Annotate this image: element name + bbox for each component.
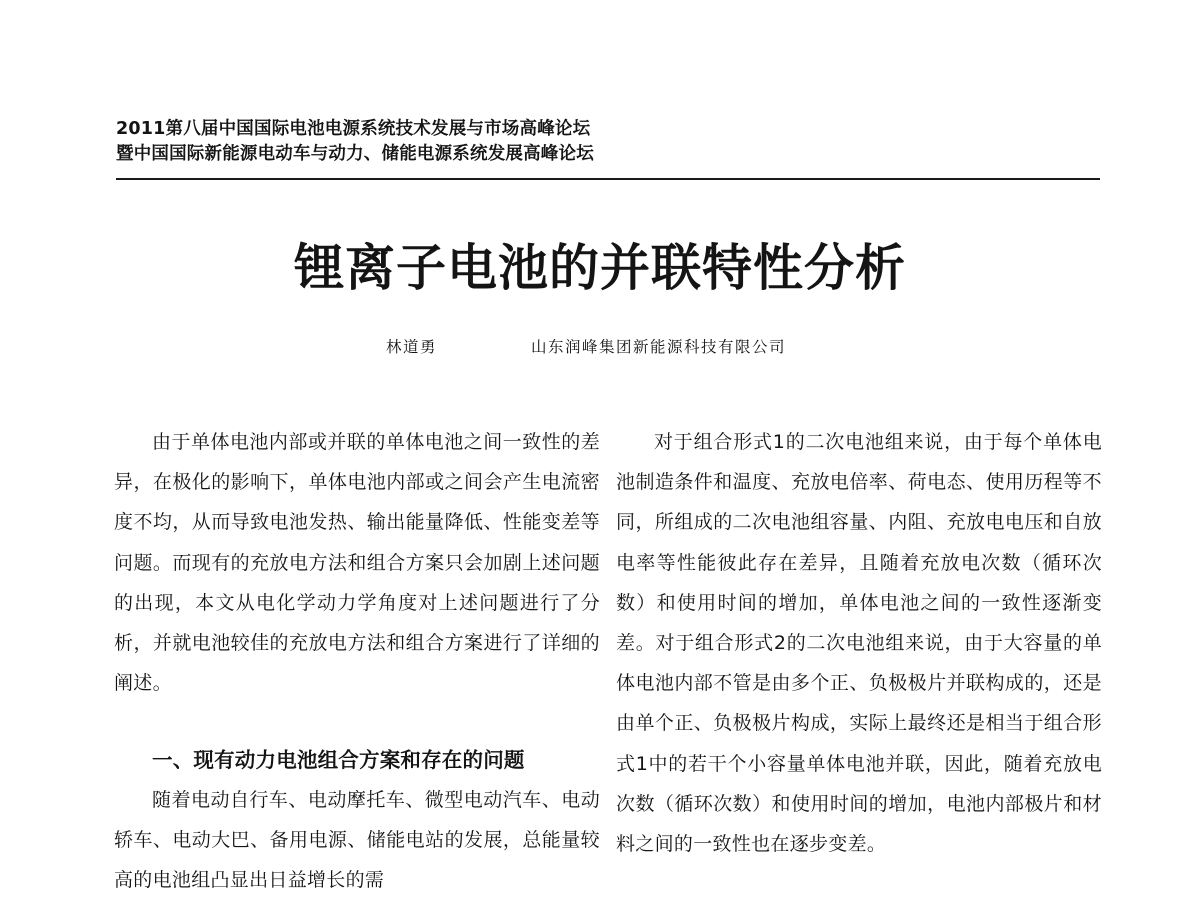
section-heading: 一、现有动力电池组合方案和存在的问题: [152, 748, 525, 772]
section-paragraph: 随着电动自行车、电动摩托车、微型电动汽车、电动轿车、电动大巴、备用电源、储能电站的发展，总能量较高的电池组凸显出日益增长的需: [114, 789, 600, 892]
paper-title: 锂离子电池的并联特性分析: [294, 238, 906, 297]
running-header: [116, 117, 1100, 167]
left-column-abstract: [114, 422, 600, 703]
right-column: [616, 422, 1102, 864]
header-divider: [116, 178, 1100, 180]
running-header-line-1: 2011第八届中国国际电池电源系统技术发展与市场高峰论坛: [116, 119, 591, 139]
author-name: 林道勇: [386, 338, 438, 356]
left-column-section-body: [114, 780, 600, 901]
running-header-line-2: 暨中国国际新能源电动车与动力、储能电源系统发展高峰论坛: [116, 144, 594, 164]
abstract-paragraph: 由于单体电池内部或并联的单体电池之间一致性的差异，在极化的影响下，单体电池内部或之间会产生电流密度不均，从而导致电池发热、输出能量降低、性能变差等问题。而现有的充放电方法和组合方案只会加剧上述问题的出现，本文从电化学动力学角度对上述问题进行了分析，并就电池较佳的充放电方法和组合方案进行了详细的阐述。: [114, 431, 600, 695]
right-paragraph: 对于组合形式1的二次电池组来说，由于每个单体电池制造条件和温度、充放电倍率、荷电态、使用历程等不同，所组成的二次电池组容量、内阻、充放电电压和自放电率等性能彼此存在差异，且随着充放电次数（循环次数）和使用时间的增加，单体电池之间的一致性逐渐变差。对于组合形式2的二次电池组来说，由于大容量的单体电池内部不管是由多个正、负极极片并联构成的，还是由单个正、负极极片构成，实际上最终还是相当于组合形式1中的若干个小容量单体电池并联，因此，随着充放电次数（循环次数）和使用时间的增加，电池内部极片和材料之间的一致性也在逐步变差。: [616, 431, 1102, 856]
author-affiliation: 山东润峰集团新能源科技有限公司: [531, 338, 787, 356]
